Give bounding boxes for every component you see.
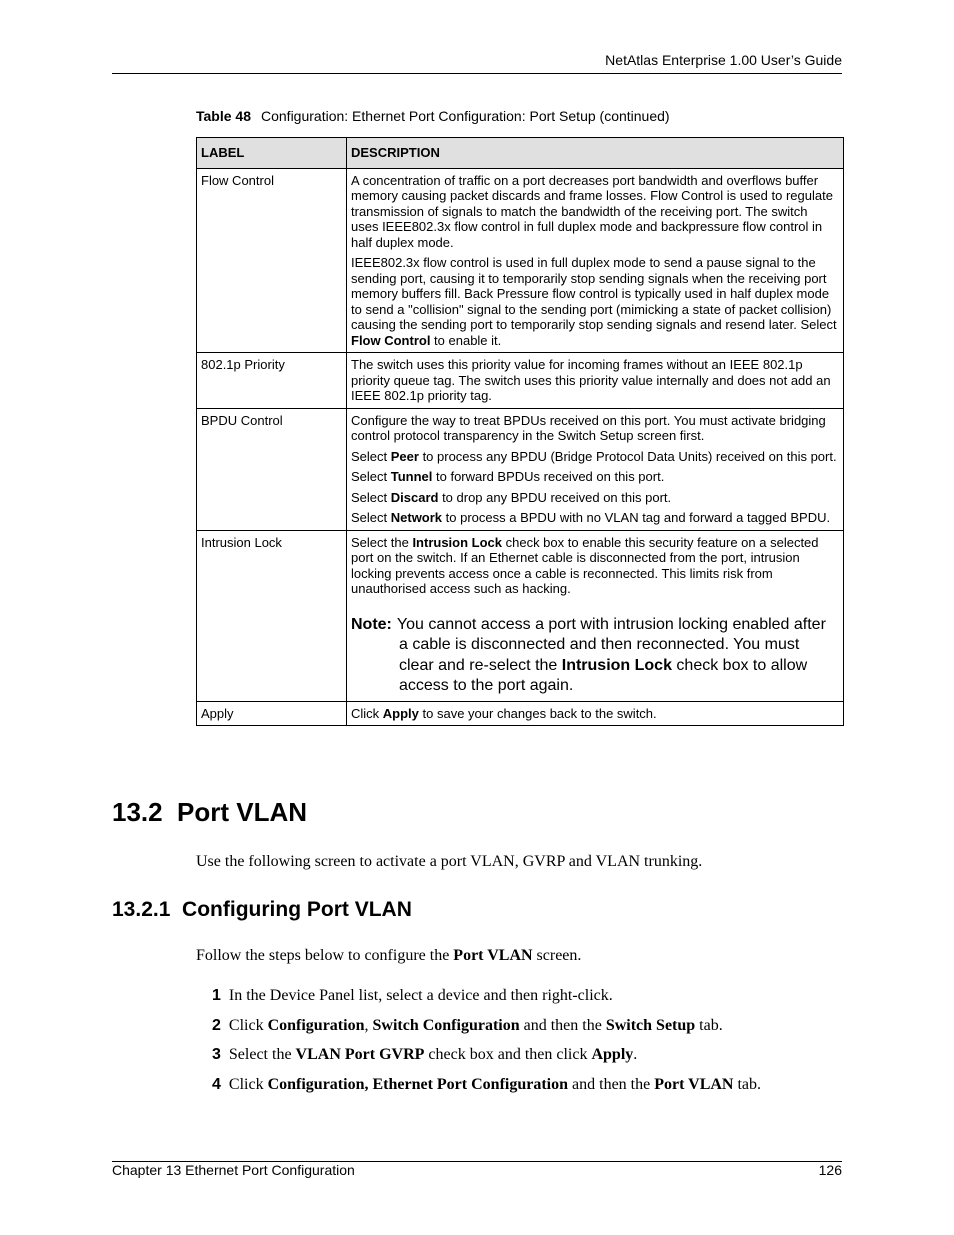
row-desc-priority: The switch uses this priority value for incoming frames without an IEEE 802.1p priority queue tag. The switch uses this priority value internally and does not add an IEEE 802.1p priority tag.: [347, 353, 844, 409]
row-desc-intrusion-lock: [347, 530, 844, 701]
table-caption-text: Configuration: Ethernet Port Configuration: Port Setup (continued): [261, 108, 670, 124]
page-number: 126: [818, 1162, 842, 1178]
row-label-intrusion-lock: Intrusion Lock: [197, 530, 347, 701]
section-heading: 13.2 Port VLAN: [112, 797, 308, 827]
table-number: Table 48: [196, 108, 251, 124]
flow-control-paragraph-2: IEEE802.3x flow control is used in full duplex mode to send a pause signal to the sending port, causing it to temporarily stop sending signals when the receiving port memory buffers fill. Back Pressure flow control is typically used in half duplex mode to send a "collision" signal to the sending port (mimicking a state of packet collision) causing the sending port to temporarily stop sending signals and resend later. Select Flow Control to enable it.: [351, 255, 837, 348]
bpdu-network-option: Select Network to process a BPDU with no VLAN tag and forward a tagged BPDU.: [351, 510, 831, 525]
note-label: Note:: [351, 615, 392, 633]
intrusion-lock-paragraph: Select the Intrusion Lock check box to enable this security feature on a selected port on the switch. If an Ethernet cable is disconnected from the port, intrusion locking prevents access once a cable is reconnected. This limits risk from unauthorised access such as hacking.: [351, 534, 819, 596]
table-row: [197, 701, 844, 726]
table-row: [197, 353, 844, 409]
bpdu-paragraph: Configure the way to treat BPDUs received on this port. You must activate bridging control protocol transparency in the Switch Setup screen first.: [351, 412, 826, 443]
row-desc-apply: Click Apply to save your changes back to the switch.: [347, 701, 844, 726]
step-2: 2 Click Configuration, Switch Configuration and then the Switch Setup tab.: [212, 1017, 723, 1034]
section-intro: Use the following screen to activate a port VLAN, GVRP and VLAN trunking.: [196, 853, 703, 870]
bpdu-discard-option: Select Discard to drop any BPDU received on this port.: [351, 489, 672, 505]
intrusion-lock-note: Note: You cannot access a port with intrusion locking enabled after a cable is disconnected and then reconnected. You must clear and re-select the Intrusion Lock check box to allow access to the port again.: [351, 615, 826, 694]
flow-control-paragraph: A concentration of traffic on a port decreases port bandwidth and overflows buffer memory causing packet discards and frame losses. Flow Control is used to regulate transmission of signals to match the bandwidth of the receiving port. The switch uses IEEE802.3x flow control in full duplex mode and backpressure flow control in half duplex mode.: [351, 172, 833, 250]
label-column-header: LABEL: [197, 138, 347, 169]
table-header-row: [197, 138, 844, 169]
step-3: 3 Select the VLAN Port GVRP check box and then click Apply.: [212, 1046, 638, 1063]
subsection-heading: 13.2.1 Configuring Port VLAN: [112, 898, 412, 921]
row-label-priority: 802.1p Priority: [197, 353, 347, 409]
running-header: NetAtlas Enterprise 1.00 User’s Guide: [605, 52, 842, 68]
bpdu-tunnel-option: Select Tunnel to forward BPDUs received on this port.: [351, 469, 665, 484]
row-desc-flow-control: [347, 168, 844, 353]
row-label-bpdu-control: BPDU Control: [197, 408, 347, 530]
table-row: [197, 530, 844, 701]
header-rule: [112, 73, 842, 74]
port-setup-table: [196, 137, 844, 726]
footer-chapter: Chapter 13 Ethernet Port Configuration: [112, 1162, 355, 1178]
table-row: [197, 408, 844, 530]
row-label-apply: Apply: [197, 701, 347, 726]
table-caption: [196, 108, 670, 124]
step-1: 1 In the Device Panel list, select a device and then right-click.: [212, 987, 613, 1004]
row-desc-bpdu-control: [347, 408, 844, 530]
step-4: 4 Click Configuration, Ethernet Port Configuration and then the Port VLAN tab.: [212, 1076, 762, 1093]
bpdu-peer-option: Select Peer to process any BPDU (Bridge Protocol Data Units) received on this port.: [351, 448, 837, 464]
description-column-header: DESCRIPTION: [347, 138, 844, 169]
subsection-intro: Follow the steps below to configure the Port VLAN screen.: [196, 947, 582, 964]
row-label-flow-control: Flow Control: [197, 168, 347, 353]
table-row: [197, 168, 844, 353]
